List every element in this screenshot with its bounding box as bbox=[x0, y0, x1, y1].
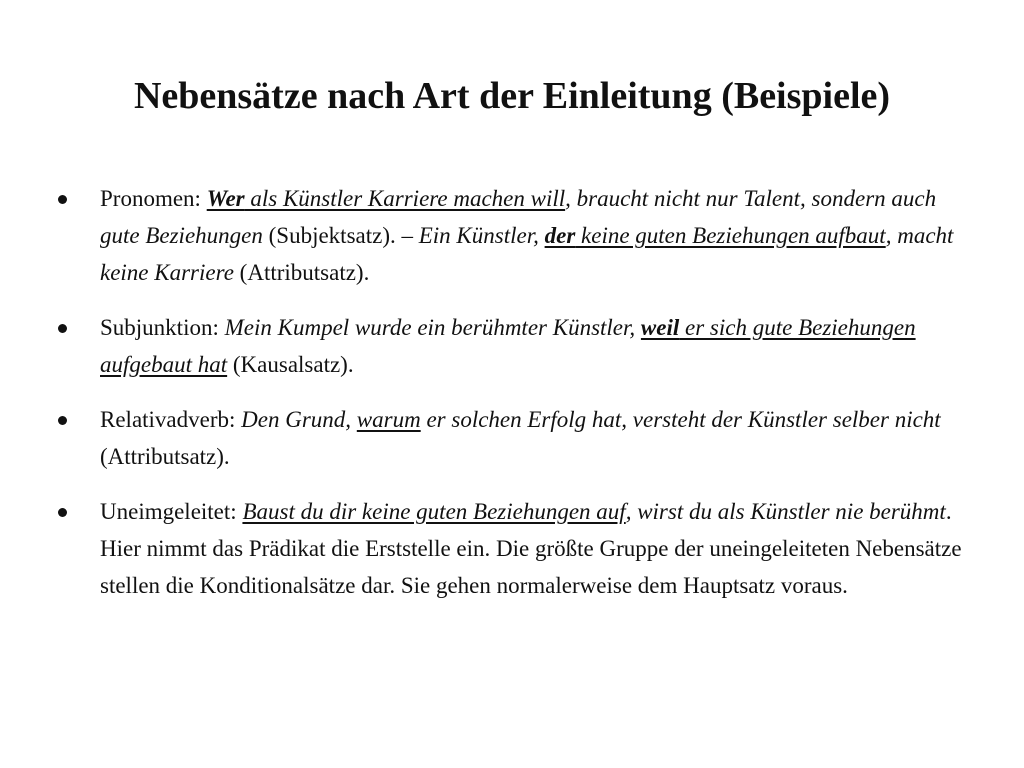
slide-title: Nebensätze nach Art der Einleitung (Beispiele) bbox=[133, 75, 891, 117]
bullet-text bbox=[100, 315, 916, 377]
text-segment: , braucht nicht nur Talent, sondern auch gute Beziehungen bbox=[100, 186, 937, 248]
text-segment: , macht keine Karriere bbox=[100, 223, 954, 285]
text-segment: , wirst du als Künstler nie berühmt bbox=[625, 499, 946, 524]
text-segment: . Hier nimmt das Prädikat die Erststelle ein. Die größte Gruppe der uneingeleiteten Nebensätze stellen die Konditionalsätze dar. Sie gehen normalerweise dem Hauptsatz voraus. bbox=[100, 499, 962, 598]
bullet-item-uneingeleitet bbox=[58, 493, 978, 604]
text-segment: (Attributsatz). bbox=[233, 260, 370, 285]
bullet-text bbox=[100, 186, 953, 285]
bullet-label: Relativadverb: bbox=[100, 407, 236, 432]
bullet-item-pronomen bbox=[58, 180, 978, 291]
text-segment: Ein Künstler, bbox=[418, 223, 545, 248]
text-segment: (Attributsatz). bbox=[100, 444, 230, 469]
text-segment: Mein Kumpel wurde ein berühmter Künstler, bbox=[224, 315, 641, 340]
text-segment: (Subjektsatz). – bbox=[262, 223, 419, 248]
underlined-text-segment: Baust du dir keine guten Beziehungen auf bbox=[242, 499, 626, 524]
underlined-text-segment: weil bbox=[640, 315, 680, 340]
underlined-text-segment: Wer bbox=[206, 186, 245, 211]
underlined-text-segment: der bbox=[544, 223, 576, 248]
underlined-text-segment: warum bbox=[356, 407, 421, 432]
bullet-item-relativadverb bbox=[58, 401, 978, 475]
bullet-icon bbox=[58, 508, 67, 517]
text-segment: Den Grund, bbox=[241, 407, 357, 432]
bullet-label: Uneimgeleitet: bbox=[100, 499, 237, 524]
bullet-label: Subjunktion: bbox=[100, 315, 219, 340]
bullet-item-subjunktion bbox=[58, 309, 978, 383]
underlined-text-segment: als Künstler Karriere machen will bbox=[244, 186, 566, 211]
underlined-text-segment: keine guten Beziehungen aufbaut bbox=[575, 223, 886, 248]
bullet-label: Pronomen: bbox=[100, 186, 201, 211]
text-segment: (Kausalsatz). bbox=[227, 352, 354, 377]
bullet-icon bbox=[58, 324, 67, 333]
underlined-text-segment: er sich gute Beziehungen aufgebaut hat bbox=[100, 315, 916, 377]
text-segment: er solchen Erfolg hat, versteht der Künstler selber nicht bbox=[420, 407, 941, 432]
bullet-icon bbox=[58, 416, 67, 425]
bullet-list bbox=[58, 180, 978, 622]
bullet-icon bbox=[58, 195, 67, 204]
